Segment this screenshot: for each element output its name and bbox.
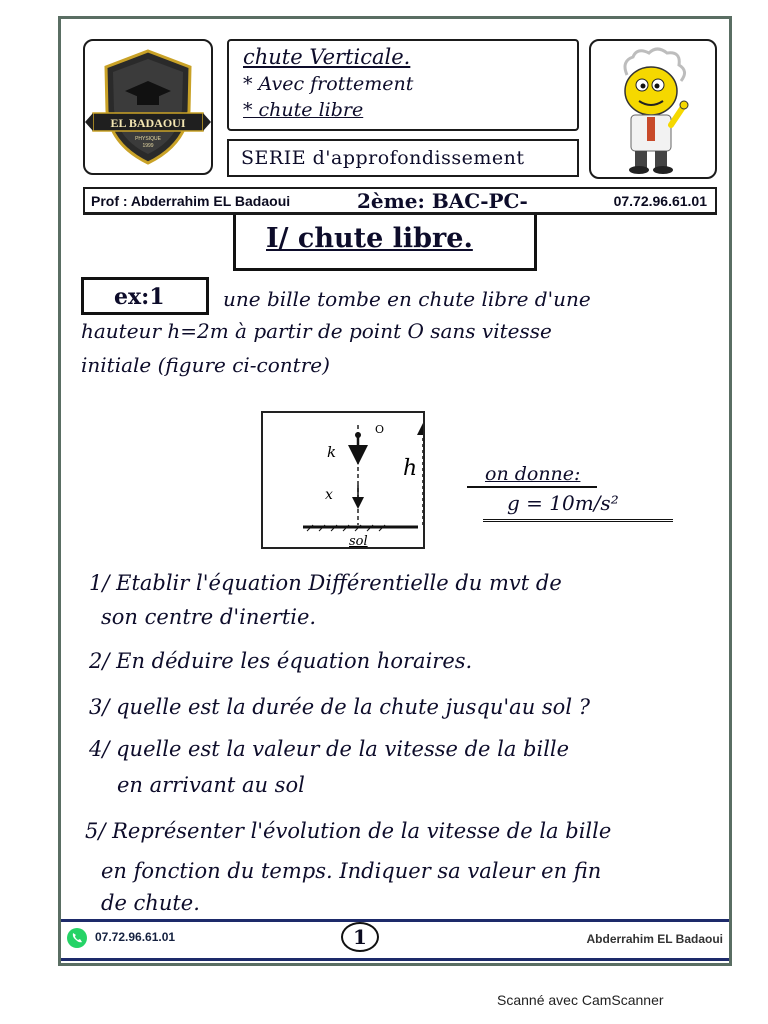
question-5-line-1: 5/ Représenter l'évolution de la vitesse de la bille <box>85 819 612 843</box>
logo-year-text: 1999 <box>142 143 154 149</box>
chapter-title: I/ chute libre. <box>266 223 473 254</box>
logo-sub-text: PHYSIQUE <box>135 136 161 142</box>
page-footer <box>61 919 729 961</box>
given-underline <box>483 519 673 522</box>
question-5-line-3: de chute. <box>101 891 200 915</box>
question-2: 2/ En déduire les équation horaires. <box>89 649 473 673</box>
question-3: 3/ quelle est la durée de la chute jusqu'au sol ? <box>89 695 590 719</box>
page-number: 1 <box>341 922 379 952</box>
school-logo <box>85 41 211 173</box>
teacher-name: Prof : Abderrahim EL Badaoui <box>91 193 291 209</box>
footer-phone: 07.72.96.61.01 <box>95 930 176 944</box>
title-box <box>227 39 579 131</box>
statement-line-3: initiale (figure ci-contre) <box>81 353 330 377</box>
free-fall-figure <box>261 411 425 549</box>
footer-author: Abderrahim EL Badaoui <box>586 932 723 946</box>
title-line-3: * chute libre <box>243 99 364 121</box>
worksheet-page <box>58 16 732 966</box>
exercise-label: ex:1 <box>114 284 165 310</box>
height-label: h <box>403 456 418 481</box>
serie-title: SERIE d'approfondissement <box>241 147 525 169</box>
question-1-line-2: son centre d'inertie. <box>101 605 317 629</box>
mascot-box <box>589 39 717 179</box>
teacher-phone: 07.72.96.61.01 <box>613 193 707 209</box>
ground-label: sol <box>349 534 368 547</box>
statement-line-2: hauteur h=2m à partir de point O sans vitesse <box>81 319 552 343</box>
statement-line-1: une bille tombe en chute libre d'une <box>223 287 591 311</box>
teacher-info-bar <box>83 187 717 215</box>
whatsapp-icon <box>67 928 87 948</box>
class-level: 2ème: BAC-PC- <box>357 189 528 213</box>
serie-box <box>227 139 579 177</box>
given-divider <box>467 486 597 488</box>
professor-mascot-illustration <box>591 41 715 177</box>
question-5-line-2: en fonction du temps. Indiquer sa valeur en fin <box>101 859 602 883</box>
title-line-1: chute Verticale. <box>243 45 411 69</box>
question-1-line-1: 1/ Etablir l'équation Différentielle du mvt de <box>89 571 562 595</box>
question-4-line-1: 4/ quelle est la valeur de la vitesse de la bille <box>89 737 570 761</box>
position-label: x <box>325 487 333 503</box>
given-title: on donne: <box>485 463 581 485</box>
exercise-label-box <box>81 277 209 315</box>
logo-box <box>83 39 213 175</box>
scanner-watermark: Scanné avec CamScanner <box>497 992 664 1008</box>
vector-label: k <box>327 443 337 461</box>
title-line-2: * Avec frottement <box>243 73 414 95</box>
question-4-line-2: en arrivant au sol <box>117 773 305 797</box>
logo-name-text: EL BADAOUI <box>110 116 186 130</box>
chapter-title-box <box>233 215 537 271</box>
free-fall-diagram <box>263 413 423 547</box>
origin-label: O <box>375 423 385 436</box>
given-value: g = 10m/s² <box>507 491 619 515</box>
